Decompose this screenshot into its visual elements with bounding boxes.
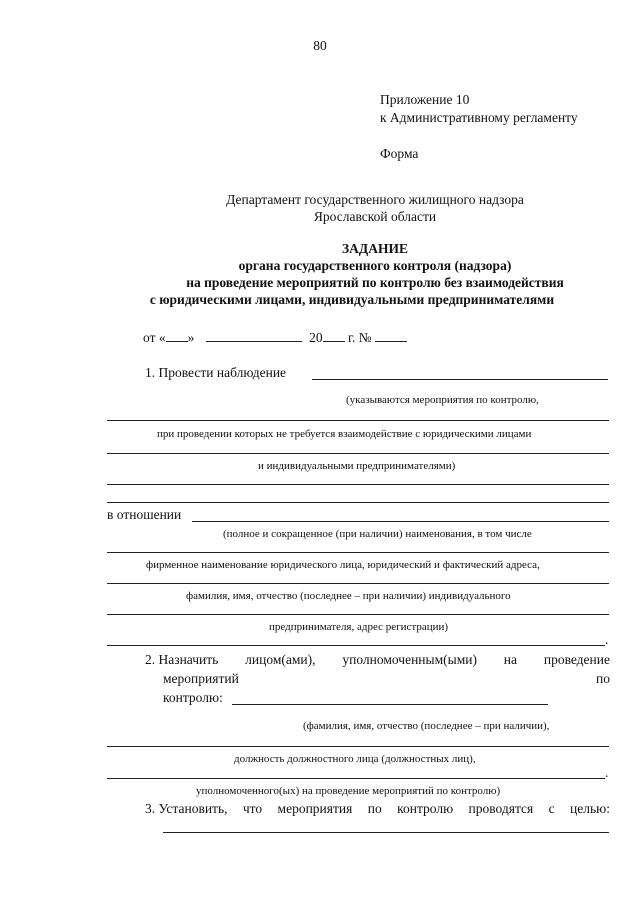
item2-word-conducting: проведение	[543, 652, 610, 667]
item2-number: 2.	[145, 652, 156, 667]
item1-hint3: и индивидуальными предпринимателями)	[258, 460, 456, 472]
item2-line1	[145, 652, 610, 668]
item1-regarding: в отношении	[107, 507, 182, 522]
item1-observation-field[interactable]	[312, 379, 608, 380]
item3-purpose-field[interactable]	[163, 832, 609, 833]
title-line4: с юридическими лицами, индивидуальными предпринимателями	[149, 292, 555, 307]
item2-word-by: по	[596, 671, 610, 686]
item2-end-dot: .	[605, 765, 609, 780]
document-title: ЗАДАНИЕ	[342, 241, 408, 256]
date-year-prefix: 20	[309, 330, 323, 345]
item1-line2[interactable]	[107, 420, 609, 421]
date-line	[143, 329, 407, 346]
item2-word-authorized: уполномоченным(ыми)	[342, 652, 477, 667]
item1-line3[interactable]	[107, 453, 609, 454]
item1-hint4: (полное и сокращенное (при наличии) наименования, в том числе	[223, 528, 532, 540]
item2-word-person: лицом(ами),	[245, 652, 316, 667]
item2-line5[interactable]	[107, 778, 605, 779]
item3-word-with: с	[548, 801, 555, 816]
date-year-field[interactable]	[323, 329, 345, 342]
page-number: 80	[313, 38, 327, 53]
item3-word-control: контролю	[397, 801, 454, 816]
item1-hint2: при проведении которых не требуется взаимодействие с юридическими лицами	[157, 428, 532, 440]
item2-hint3: уполномоченного(ых) на проведение мероприятий по контролю)	[196, 785, 501, 797]
item3-number: 3.	[145, 801, 156, 816]
date-day-field[interactable]	[166, 329, 188, 342]
item2-control-label: контролю:	[163, 690, 223, 705]
item1-line9[interactable]	[107, 645, 605, 646]
title-line2: органа государственного контроля (надзора)	[238, 258, 512, 273]
item2-hint1: (фамилия, имя, отчество (последнее – при наличии),	[303, 720, 550, 732]
item3-word-conducted: проводятся	[468, 801, 534, 816]
item1-line6[interactable]	[107, 552, 609, 553]
title-line3: на проведение мероприятий по контролю без взаимодействия	[186, 275, 564, 290]
appendix-number: Приложение 10	[380, 92, 470, 107]
item1-label: 1. Провести наблюдение	[145, 365, 287, 380]
item1-hint1: (указываются мероприятия по контролю,	[346, 394, 539, 406]
item3-word-establish: Установить,	[158, 801, 228, 816]
item1-regarding-field[interactable]	[192, 521, 609, 522]
item1-line4[interactable]	[107, 484, 609, 485]
form-label: Форма	[380, 146, 419, 161]
item1-hint7: предпринимателя, адрес регистрации)	[269, 621, 449, 633]
item1-hint5: фирменное наименование юридического лица, юридический и фактический адреса,	[146, 559, 540, 571]
department-line2: Ярославской области	[313, 209, 437, 224]
date-from: от «	[143, 330, 166, 345]
item2-word-assign: Назначить	[158, 652, 219, 667]
date-year-suffix: г. №	[347, 330, 372, 345]
date-month-field[interactable]	[206, 329, 302, 342]
item2-line2	[163, 671, 610, 687]
item3-line	[145, 801, 610, 817]
item2-word-measures: мероприятий	[163, 671, 239, 686]
item1-line5[interactable]	[107, 502, 609, 503]
item2-control-field[interactable]	[232, 704, 548, 705]
item2-line4[interactable]	[107, 746, 609, 747]
item1-end-dot: .	[605, 632, 609, 647]
item3-word-measures: мероприятия	[277, 801, 353, 816]
item2-num-word	[145, 652, 218, 668]
document-number-field[interactable]	[375, 329, 407, 342]
appendix-reference: к Административному регламенту	[380, 110, 578, 125]
department-line1: Департамент государственного жилищного надзора	[226, 192, 524, 207]
item3-word-that: что	[242, 801, 263, 816]
item1-line7[interactable]	[107, 583, 609, 584]
item3-num-word	[145, 801, 228, 817]
item3-word-by: по	[367, 801, 382, 816]
item3-word-purpose: целью:	[570, 801, 610, 816]
item2-word-on: на	[503, 652, 518, 667]
item2-hint2: должность должностного лица (должностных лиц),	[234, 753, 476, 765]
item1-line8[interactable]	[107, 614, 609, 615]
item1-hint6: фамилия, имя, отчество (последнее – при наличии) индивидуального	[186, 590, 511, 602]
date-quote-close: »	[187, 330, 195, 345]
